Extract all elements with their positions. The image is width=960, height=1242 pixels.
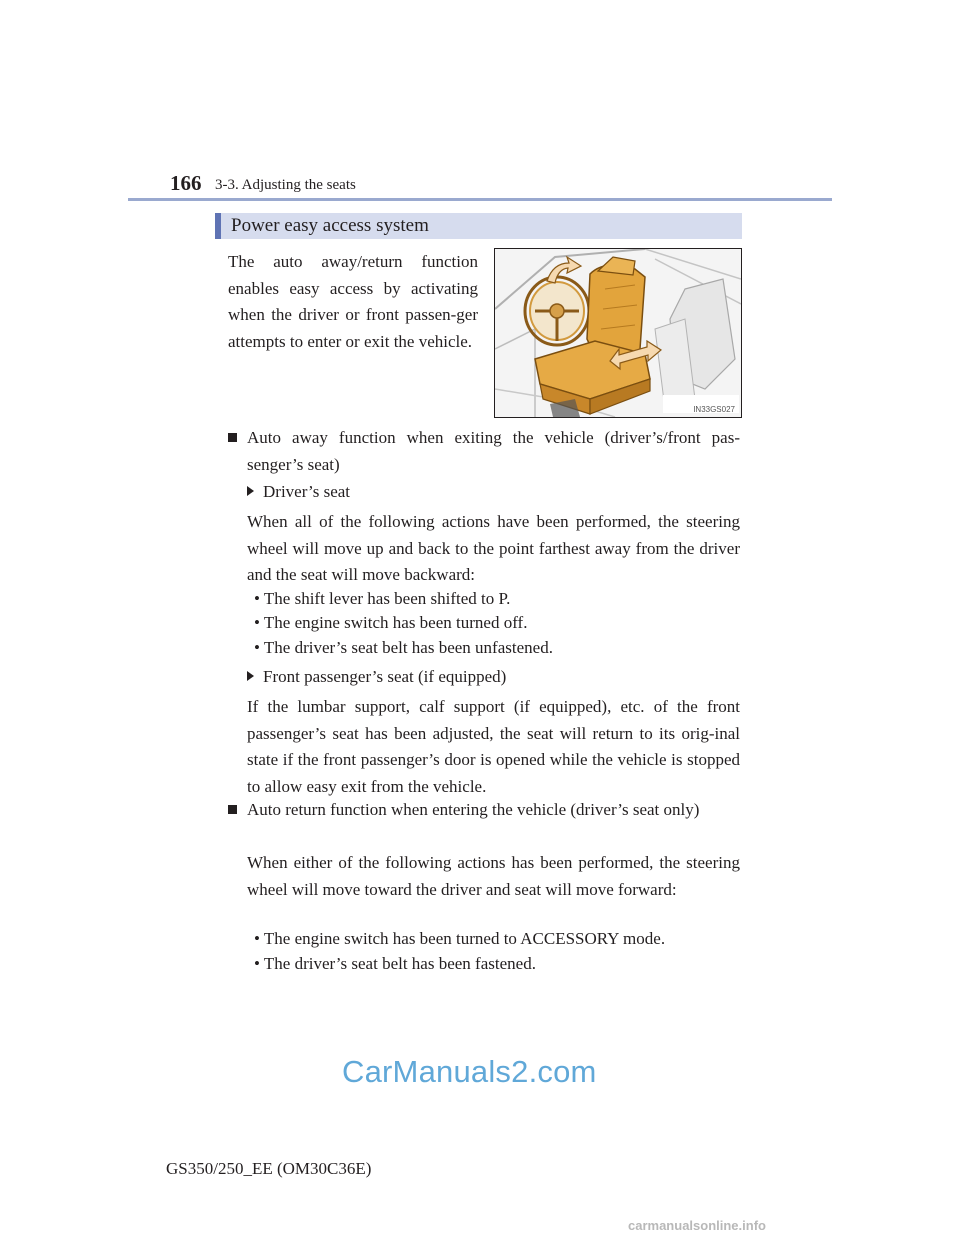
return-bullet: • The driver’s seat belt has been fastened. xyxy=(254,954,536,973)
page-number: 166 xyxy=(170,171,202,195)
auto-away-heading-text: Auto away function when exiting the vehicle (driver’s/front pas-senger’s seat) xyxy=(247,428,740,474)
figure-code: IN33GS027 xyxy=(693,405,735,414)
driver-seat-subheading xyxy=(247,479,350,505)
steering-wheel-icon xyxy=(525,277,589,345)
driver-bullet: • The driver’s seat belt has been unfastened. xyxy=(254,638,553,657)
driver-seat-paragraph: When all of the following actions have been performed, the steering wheel will move up and back to the point farthest away from the driver and the seat will move backward: xyxy=(247,512,740,584)
seat-illustration xyxy=(494,248,742,418)
footer-model-code: GS350/250_EE (OM30C36E) xyxy=(166,1159,372,1178)
driver-bullet: • The shift lever has been shifted to P. xyxy=(254,589,511,608)
auto-return-heading-text: Auto return function when entering the vehicle (driver’s seat only) xyxy=(247,800,700,819)
triangle-bullet-icon xyxy=(247,486,254,496)
footer-site: carmanualsonline.info xyxy=(628,1218,766,1233)
auto-away-heading xyxy=(228,425,740,478)
triangle-bullet-icon xyxy=(247,671,254,681)
driver-seat-label: Driver’s seat xyxy=(263,482,351,501)
section-heading xyxy=(215,213,742,239)
watermark: CarManuals2.com xyxy=(342,1054,597,1089)
intro-paragraph: The auto away/return function enables easy access by activating when the driver or front passen-ger attempts to enter or exit the vehicle. xyxy=(228,252,478,351)
passenger-seat-paragraph: If the lumbar support, calf support (if equipped), etc. of the front passenger’s seat has been adjusted, the seat will return to its orig-inal state if the front passenger’s door is opened while the vehicle is stopped to allow easy exit from the vehicle. xyxy=(247,697,740,796)
header-divider xyxy=(128,198,832,201)
auto-return-paragraph: When either of the following actions has been performed, the steering wheel will move toward the driver and seat will move forward: xyxy=(247,853,740,899)
return-bullet: • The engine switch has been turned to ACCESSORY mode. xyxy=(254,929,666,948)
passenger-seat-label: Front passenger’s seat (if equipped) xyxy=(263,667,507,686)
chapter-title: 3-3. Adjusting the seats xyxy=(215,177,356,193)
square-bullet-icon xyxy=(228,805,237,814)
square-bullet-icon xyxy=(228,433,237,442)
passenger-seat-subheading xyxy=(247,664,506,690)
section-title: Power easy access system xyxy=(231,215,429,236)
auto-return-heading xyxy=(228,797,740,824)
driver-bullet: • The engine switch has been turned off. xyxy=(254,613,528,632)
